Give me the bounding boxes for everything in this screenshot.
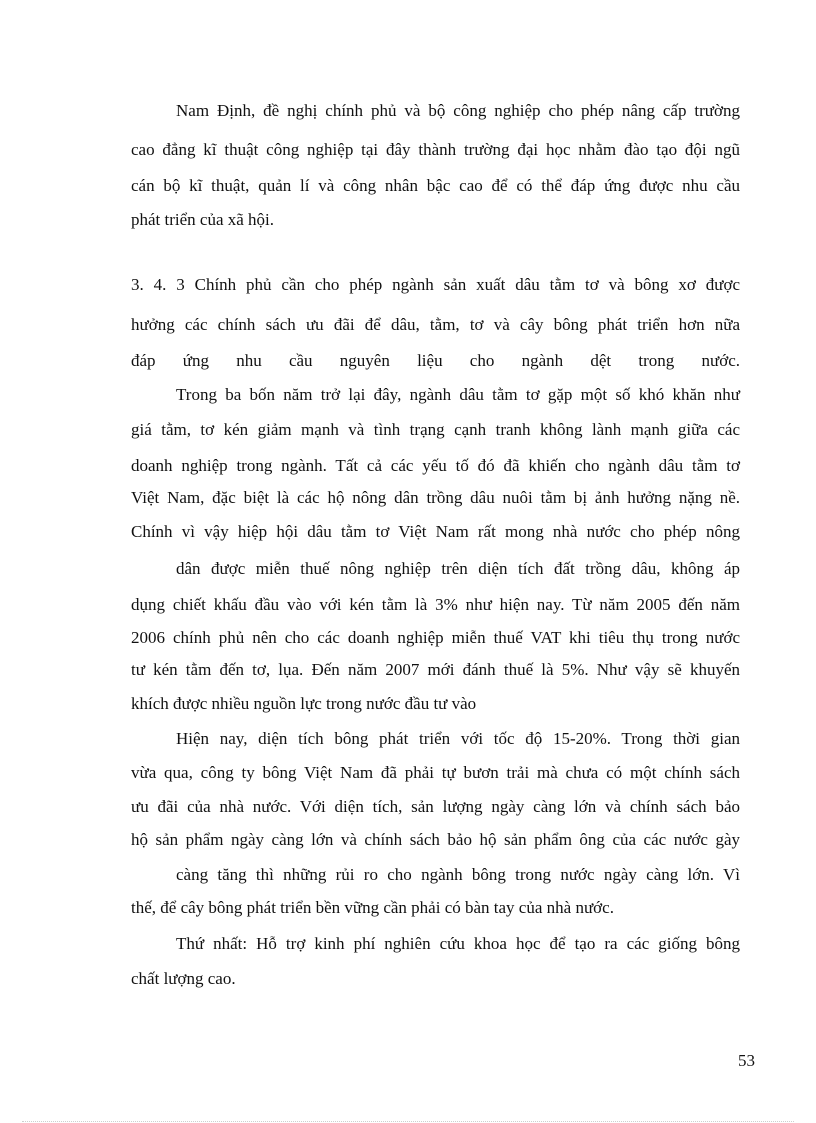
text-line: Thứ nhất: Hỗ trợ kinh phí nghiên cứu khoa học để tạo ra các giống bông (176, 934, 740, 953)
page-bottom-divider (22, 1121, 794, 1122)
text-line: doanh nghiệp trong ngành. Tất cả các yếu tố đó đã khiến cho ngành dâu tằm tơ (131, 456, 740, 475)
text-line: cao đẳng kĩ thuật công nghiệp tại đây thành trường đại học nhằm đào tạo đội ngũ (131, 140, 740, 159)
text-line: dân được miễn thuế nông nghiệp trên diện tích đất trồng dâu, không áp (176, 559, 740, 578)
text-line: khích được nhiều nguồn lực trong nước đầu tư vào (131, 694, 477, 713)
text-line: Hiện nay, diện tích bông phát triển với tốc độ 15-20%. Trong thời gian (176, 729, 740, 748)
text-line: ưu đãi của nhà nước. Với diện tích, sản lượng ngày càng lớn và chính sách bảo (131, 797, 740, 816)
text-line: đáp ứng nhu cầu nguyên liệu cho ngành dệt trong nước. (131, 351, 740, 370)
text-line: Chính vì vậy hiệp hội dâu tằm tơ Việt Nam rất mong nhà nước cho phép nông (131, 522, 740, 541)
text-line: Trong ba bốn năm trở lại đây, ngành dâu tằm tơ gặp một số khó khăn như (176, 385, 740, 404)
text-line: 3. 4. 3 Chính phủ cần cho phép ngành sản xuất dâu tằm tơ và bông xơ được (131, 275, 740, 294)
text-line: tư kén tằm đến tơ, lụa. Đến năm 2007 mới đánh thuế là 5%. Như vậy sẽ khuyến (131, 660, 740, 679)
text-line: 2006 chính phủ nên cho các doanh nghiệp miễn thuế VAT khi tiêu thụ trong nước (131, 628, 740, 647)
text-line: hưởng các chính sách ưu đãi để dâu, tằm, tơ và cây bông phát triển hơn nữa (131, 315, 740, 334)
text-line: phát triển của xã hội. (131, 210, 275, 229)
page-number: 53 (738, 1051, 755, 1070)
text-line: hộ sản phẩm ngày càng lớn và chính sách bảo hộ sản phẩm ông của các nước gày (131, 830, 740, 849)
text-line: cán bộ kĩ thuật, quản lí và công nhân bậc cao để có thể đáp ứng được nhu cầu (131, 176, 740, 195)
text-line: chất lượng cao. (131, 969, 236, 988)
text-line: dụng chiết khấu đầu vào với kén tằm là 3% như hiện nay. Từ năm 2005 đến năm (131, 595, 740, 614)
text-line: càng tăng thì những rủi ro cho ngành bông trong nước ngày càng lớn. Vì (176, 865, 740, 884)
text-line: vừa qua, công ty bông Việt Nam đã phải tự bươn trải mà chưa có một chính sách (131, 763, 740, 782)
text-line: thế, để cây bông phát triển bền vững cần phải có bàn tay của nhà nước. (131, 898, 614, 917)
text-line: Việt Nam, đặc biệt là các hộ nông dân trồng dâu nuôi tằm bị ảnh hưởng nặng nề. (131, 488, 740, 507)
text-line: Nam Định, đề nghị chính phủ và bộ công nghiệp cho phép nâng cấp trường (176, 101, 740, 120)
text-line: giá tằm, tơ kén giảm mạnh và tình trạng cạnh tranh không lành mạnh giữa các (131, 420, 740, 439)
